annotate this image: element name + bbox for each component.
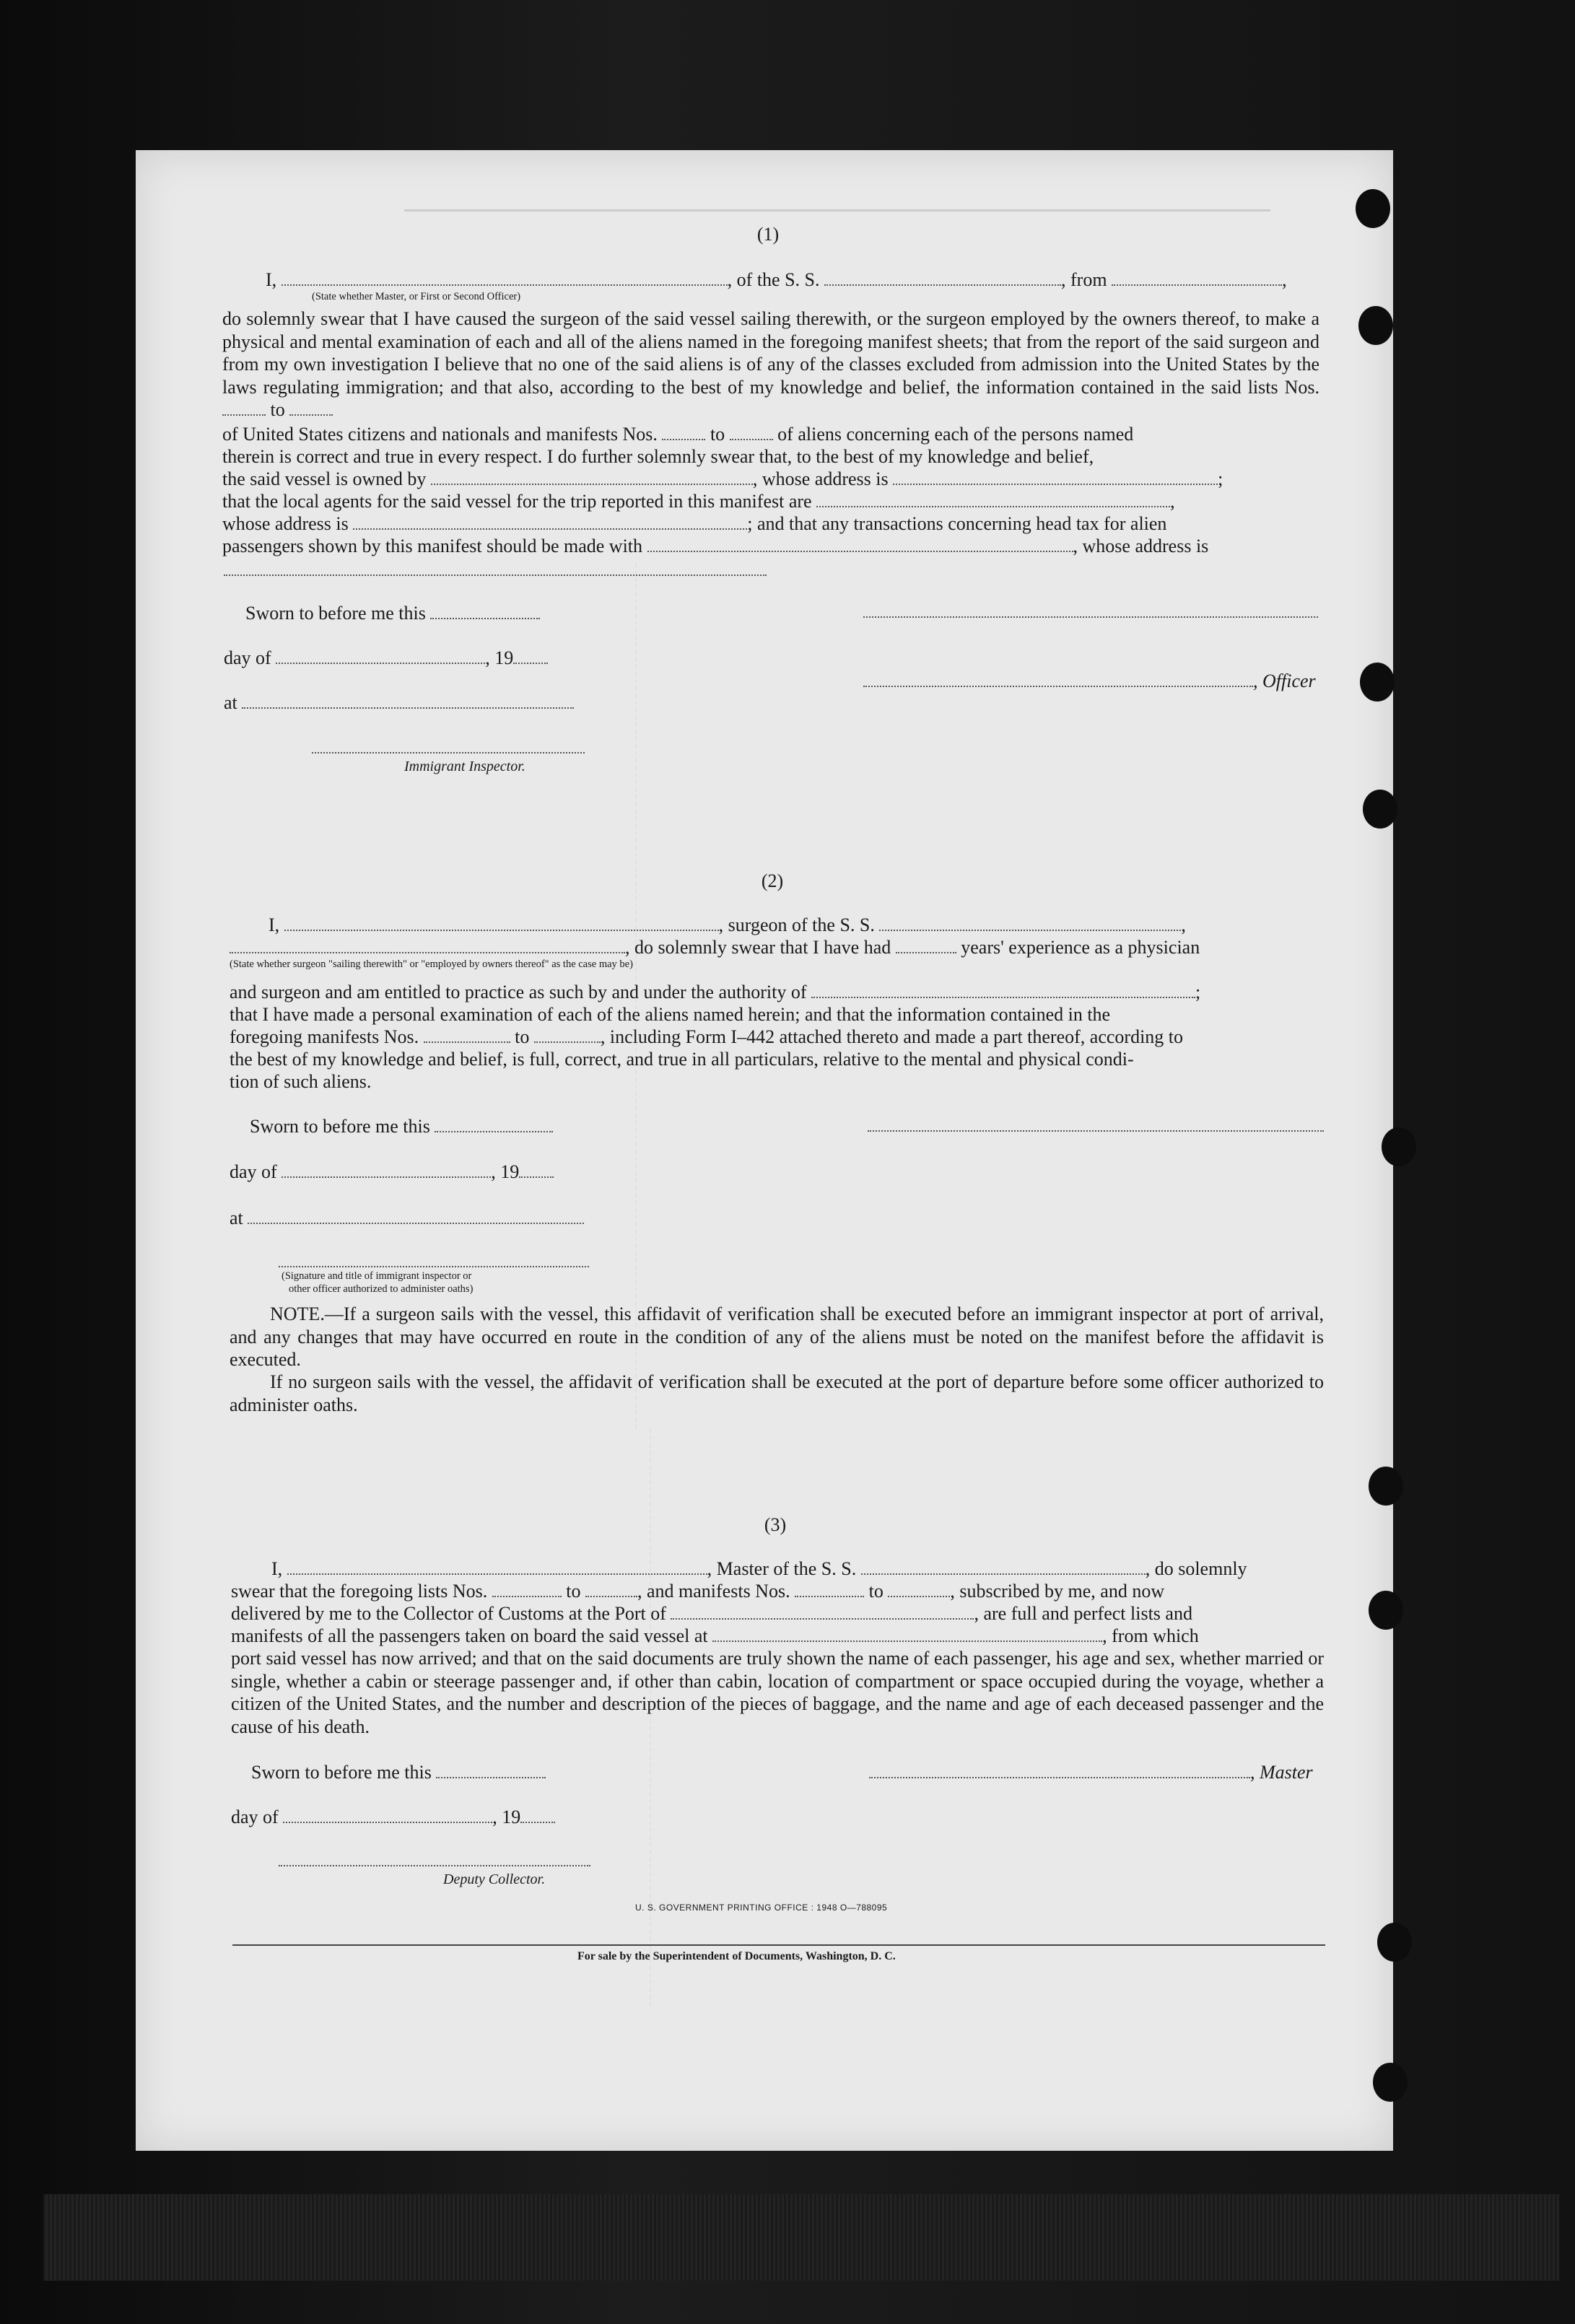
text: If no surgeon sails with the vessel, the affidavit of verification shall be executed at the port of departure before some officer authorized to administer oaths. bbox=[230, 1371, 1324, 1415]
blank bbox=[888, 1583, 950, 1597]
text: day of bbox=[231, 1807, 279, 1827]
section-3-number: (3) bbox=[764, 1514, 787, 1535]
blank-vessel bbox=[861, 1560, 1146, 1575]
punch-hole-4 bbox=[1363, 790, 1397, 829]
section-2-number: (2) bbox=[761, 870, 784, 891]
blank bbox=[430, 605, 540, 619]
blank-vessel bbox=[879, 917, 1181, 931]
s2-line5 bbox=[230, 1026, 1183, 1049]
text: foregoing manifests Nos. bbox=[230, 1026, 419, 1047]
s1-line-agents bbox=[222, 490, 1175, 513]
s2-day bbox=[230, 1161, 554, 1184]
punch-hole-8 bbox=[1377, 1923, 1412, 1962]
text: ; and that any transactions concerning head tax for alien bbox=[747, 513, 1167, 534]
text: , bbox=[1170, 491, 1175, 512]
s1-day bbox=[224, 647, 548, 670]
text: , bbox=[1282, 269, 1287, 290]
text: , Officer bbox=[1253, 670, 1316, 691]
text: Sworn to before me this bbox=[251, 1762, 432, 1783]
blank-owner-address bbox=[893, 471, 1218, 485]
text: I, bbox=[266, 269, 277, 290]
s1-caption: (State whether Master, or First or Second Officer) bbox=[312, 291, 521, 302]
s2-line6: the best of my knowledge and belief, is full, correct, and true in all particulars, relative to the mental and physical condi- bbox=[230, 1049, 1134, 1070]
s2-note-1 bbox=[230, 1303, 1324, 1371]
text: , do solemnly bbox=[1145, 1558, 1247, 1579]
punch-hole-3 bbox=[1360, 663, 1395, 702]
s2-inspector-line bbox=[279, 1266, 589, 1267]
inspector-signature-line bbox=[312, 752, 585, 753]
blank bbox=[795, 1583, 864, 1597]
text: at bbox=[224, 692, 237, 713]
s2-sig-caption-1: (Signature and title of immigrant inspector or bbox=[282, 1270, 472, 1282]
s2-note-2 bbox=[230, 1371, 1324, 1416]
text: ; bbox=[1195, 982, 1201, 1002]
blank bbox=[662, 426, 705, 440]
text: whose address is bbox=[222, 513, 349, 534]
s2-line4: that I have made a personal examination of each of the aliens named herein; and that the information contained in the bbox=[230, 1004, 1111, 1025]
punch-hole-1 bbox=[1356, 189, 1390, 228]
blank-day bbox=[283, 1809, 492, 1823]
text: swear that the foregoing lists Nos. bbox=[231, 1581, 488, 1602]
blank-from-port bbox=[1112, 271, 1282, 286]
text: to bbox=[566, 1581, 581, 1602]
officer-line bbox=[863, 673, 1253, 687]
blank-day bbox=[282, 1163, 491, 1178]
text: manifests of all the passengers taken on board the said vessel at bbox=[231, 1625, 708, 1646]
s3-line3 bbox=[231, 1602, 1192, 1625]
punch-hole-7 bbox=[1369, 1591, 1403, 1630]
blank bbox=[222, 401, 266, 416]
punch-hole-5 bbox=[1382, 1127, 1416, 1166]
s1-officer bbox=[863, 670, 1316, 693]
text: to bbox=[710, 424, 725, 445]
blank bbox=[424, 1028, 510, 1043]
s2-line3 bbox=[230, 981, 1200, 1004]
blank-day bbox=[276, 650, 485, 664]
text: , whose address is bbox=[1073, 536, 1209, 556]
text: , 19 bbox=[492, 1807, 521, 1827]
text: Sworn to before me this bbox=[250, 1116, 430, 1137]
bleed-through-text bbox=[404, 209, 1270, 240]
text: , 19 bbox=[485, 647, 514, 668]
officer-signature-line bbox=[863, 616, 1318, 618]
s1-line-headtax bbox=[222, 535, 1208, 558]
text: , bbox=[1181, 914, 1186, 935]
text: , are full and perfect lists and bbox=[974, 1603, 1192, 1624]
text: at bbox=[230, 1207, 243, 1228]
s2-line7: tion of such aliens. bbox=[230, 1071, 372, 1092]
film-edge bbox=[43, 2194, 1559, 2281]
blank-at bbox=[248, 1210, 584, 1224]
s2-sig-caption-2: other officer authorized to administer oaths) bbox=[289, 1283, 474, 1295]
text: do solemnly swear that I have caused the surgeon of the said vessel sailing therewith, or the surgeon employed by the owners thereof, to make a physical and mental examination of each and all of the aliens named in the foregoing manifest sheets; that from the report of the said surgeon and from my own investigation I believe that no one of the said aliens is of any of the classes excluded from admission into the United States by the laws regulating immigration; and that also, according to the best of my knowledge and belief, the information contained in the said lists Nos. bbox=[222, 308, 1319, 398]
s2-sworn bbox=[250, 1115, 553, 1138]
s1-line-therein: therein is correct and true in every respect. I do further solemnly swear that, to the best of my knowledge and belief, bbox=[222, 446, 1094, 467]
blank-years bbox=[896, 939, 956, 953]
s3-sworn bbox=[251, 1761, 546, 1784]
s3-line4 bbox=[231, 1625, 1199, 1648]
s3-line1 bbox=[271, 1558, 1247, 1581]
text: I, bbox=[271, 1558, 283, 1579]
blank-headtax bbox=[647, 538, 1073, 552]
text: , of the S. S. bbox=[727, 269, 820, 290]
blank-year bbox=[520, 1809, 555, 1823]
blank-headtax-address bbox=[224, 575, 767, 576]
s3-body bbox=[231, 1647, 1324, 1738]
s1-at bbox=[224, 691, 574, 715]
text: NOTE.—If a surgeon sails with the vessel, this affidavit of verification shall be executed before an immigrant inspector at port of arrival, and any changes that may have occurred en route in the condition of any of the aliens must be noted on the manifest before the affidavit is executed. bbox=[230, 1303, 1324, 1370]
s1-paragraph bbox=[222, 307, 1319, 421]
blank-at bbox=[242, 694, 574, 709]
s2-caption: (State whether surgeon "sailing therewith" or "employed by owners thereof" as the case may be) bbox=[230, 958, 633, 970]
blank-agents-address bbox=[353, 515, 747, 530]
text: of United States citizens and nationals and manifests Nos. bbox=[222, 424, 658, 445]
s2-line2 bbox=[230, 936, 1200, 959]
punch-hole-6 bbox=[1369, 1467, 1403, 1506]
text: , 19 bbox=[491, 1161, 520, 1182]
text: , from bbox=[1061, 269, 1107, 290]
s1-sworn bbox=[245, 602, 540, 625]
text: port said vessel has now arrived; and that on the said documents are truly shown the name of each passenger, his age and sex, whether married or single, whether a cabin or steerage passenger and, if other than cabin, location of compartment or space occupied during the voyage, whether a citizen of the United States, and the number and description of the pieces of baggage, and the name and age of each deceased passenger and the cause of his death. bbox=[231, 1648, 1324, 1737]
master-line bbox=[869, 1764, 1250, 1778]
bleed-through-stamp bbox=[186, 155, 338, 235]
text: , surgeon of the S. S. bbox=[718, 914, 875, 935]
text: delivered by me to the Collector of Customs at the Port of bbox=[231, 1603, 666, 1624]
text: , do solemnly swear that I have had bbox=[625, 937, 891, 958]
text: Sworn to before me this bbox=[245, 603, 426, 624]
s3-master bbox=[869, 1761, 1313, 1784]
text: day of bbox=[230, 1161, 277, 1182]
blank bbox=[534, 1028, 601, 1043]
s1-line-owned bbox=[222, 468, 1223, 491]
s3-collector: Deputy Collector. bbox=[443, 1871, 546, 1887]
blank-owner bbox=[431, 471, 753, 485]
blank bbox=[289, 401, 333, 416]
section-1-number: (1) bbox=[756, 224, 780, 245]
blank-embark-port bbox=[712, 1628, 1102, 1642]
text: to bbox=[515, 1026, 530, 1047]
sale-notice: For sale by the Superintendent of Documents, Washington, D. C. bbox=[577, 1950, 896, 1962]
blank-master bbox=[287, 1560, 707, 1575]
blank-vessel bbox=[824, 271, 1061, 286]
collector-signature-line bbox=[279, 1865, 590, 1866]
text: that the local agents for the said vessel for the trip reported in this manifest are bbox=[222, 491, 812, 512]
blank bbox=[492, 1583, 562, 1597]
text: years' experience as a physician bbox=[961, 937, 1200, 958]
text: of aliens concerning each of the persons named bbox=[777, 424, 1134, 445]
blank bbox=[585, 1583, 637, 1597]
text: to bbox=[868, 1581, 884, 1602]
blank-authority bbox=[811, 984, 1195, 998]
text: the said vessel is owned by bbox=[222, 468, 427, 489]
s1-line-manifests bbox=[222, 423, 1133, 446]
s3-day bbox=[231, 1806, 555, 1829]
blank-agents bbox=[816, 493, 1170, 507]
text: , including Form I–442 attached thereto and made a part thereof, according to bbox=[600, 1026, 1184, 1047]
text: I, bbox=[269, 914, 280, 935]
blank-officer bbox=[282, 271, 728, 286]
footer-rule bbox=[232, 1944, 1325, 1946]
s1-line1 bbox=[266, 268, 1287, 292]
s3-line2 bbox=[231, 1580, 1164, 1603]
blank bbox=[436, 1764, 546, 1778]
blank bbox=[435, 1118, 553, 1132]
blank-surgeon bbox=[284, 917, 719, 931]
text: passengers shown by this manifest should be made with bbox=[222, 536, 643, 556]
text: to bbox=[270, 399, 285, 420]
text: , Master of the S. S. bbox=[707, 1558, 857, 1579]
blank-surgeon-type bbox=[230, 939, 625, 953]
text: , whose address is bbox=[752, 468, 889, 489]
text: day of bbox=[224, 647, 271, 668]
text: , subscribed by me, and now bbox=[950, 1581, 1165, 1602]
text: , and manifests Nos. bbox=[637, 1581, 790, 1602]
s1-line-whose bbox=[222, 512, 1166, 536]
s2-at bbox=[230, 1207, 584, 1230]
blank bbox=[730, 426, 773, 440]
s2-line1 bbox=[269, 914, 1186, 937]
text: and surgeon and am entitled to practice as such by and under the authority of bbox=[230, 982, 807, 1002]
punch-hole-9 bbox=[1373, 2063, 1408, 2102]
blank-year bbox=[513, 650, 548, 664]
blank-year bbox=[519, 1163, 554, 1178]
gpo-imprint: U. S. GOVERNMENT PRINTING OFFICE : 1948 O—788095 bbox=[635, 1903, 888, 1913]
text: , from which bbox=[1102, 1625, 1199, 1646]
text: , Master bbox=[1250, 1762, 1313, 1783]
blank-port bbox=[671, 1605, 974, 1620]
s1-inspector: Immigrant Inspector. bbox=[404, 759, 525, 774]
punch-hole-2 bbox=[1358, 306, 1393, 345]
s2-signature-line bbox=[868, 1130, 1324, 1132]
text: ; bbox=[1218, 468, 1223, 489]
